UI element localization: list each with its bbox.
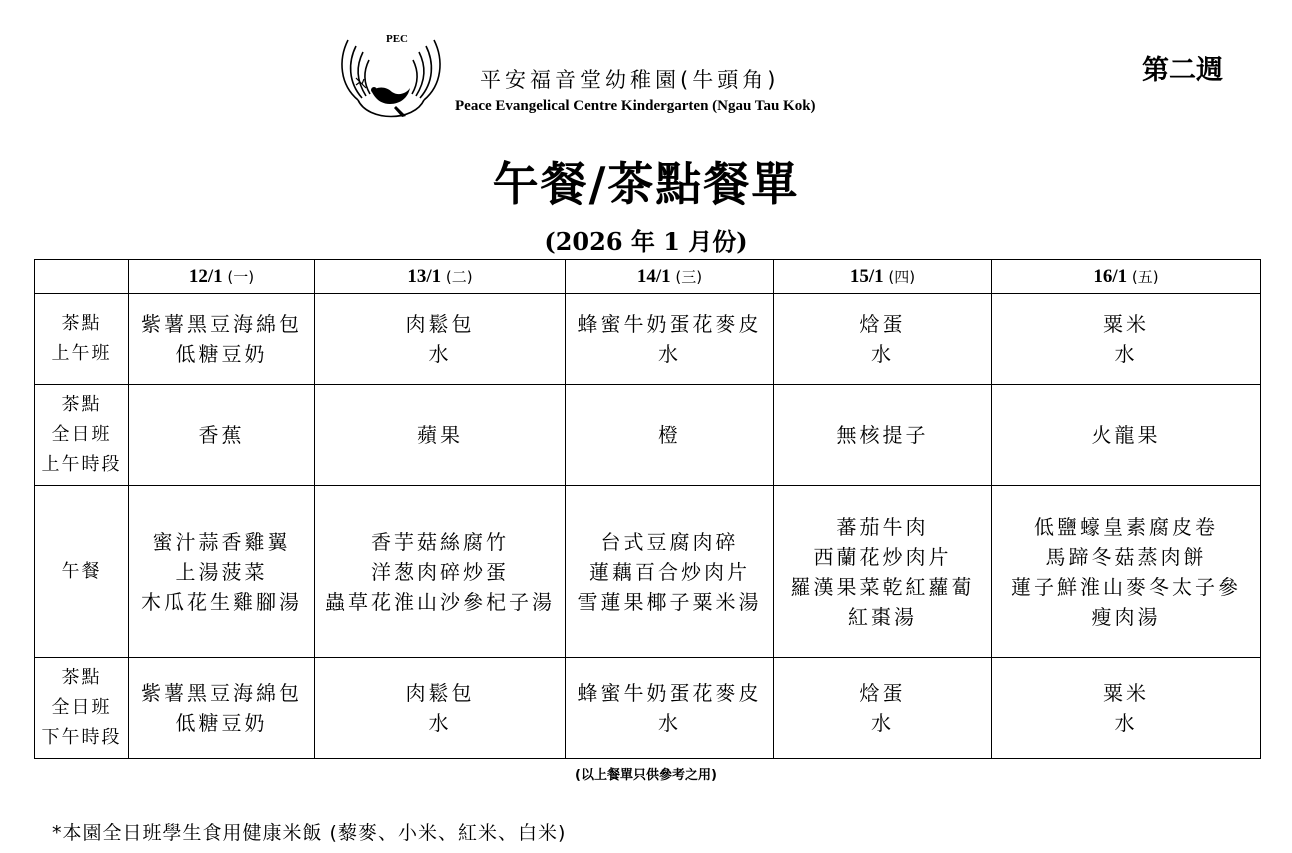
menu-item: 肉鬆包 — [405, 312, 475, 336]
weekday-text: (五) — [1131, 267, 1159, 286]
menu-item: 蓮子鮮淮山麥冬太子參 — [1011, 574, 1241, 599]
meal-label — [35, 486, 129, 658]
logo-text: PEC — [386, 33, 408, 45]
menu-item: 水 — [1114, 342, 1138, 366]
date-header — [566, 260, 774, 294]
menu-item: 蜂蜜牛奶蛋花麥皮 — [577, 312, 762, 336]
menu-item: 上湯菠菜 — [175, 559, 268, 584]
menu-item: 紫薯黑豆海綿包 — [141, 312, 302, 336]
menu-cell — [774, 658, 992, 759]
menu-item: 紫薯黑豆海綿包 — [141, 681, 302, 705]
menu-item: 低鹽蠔皇素腐皮卷 — [1034, 514, 1218, 539]
menu-cell — [774, 294, 992, 385]
menu-item: 粟米 — [1103, 681, 1149, 705]
meal-row — [35, 385, 1261, 486]
menu-cell — [315, 385, 566, 486]
menu-item: 蓮藕百合炒肉片 — [589, 559, 750, 584]
meal-label-line: 茶點 — [61, 313, 102, 334]
menu-cell — [566, 294, 774, 385]
meal-label-line: 茶點 — [61, 667, 102, 688]
menu-item: 橙 — [658, 423, 681, 447]
week-label: 第二週 — [1142, 55, 1223, 86]
date-header — [774, 260, 992, 294]
menu-cell — [129, 294, 315, 385]
menu-cell — [566, 658, 774, 759]
menu-item: 羅漢果菜乾紅蘿蔔 — [790, 574, 975, 599]
school-logo — [336, 30, 446, 130]
weekday-text: (四) — [888, 267, 916, 286]
menu-cell — [566, 385, 774, 486]
menu-item: 蟲草花淮山沙參杞子湯 — [325, 589, 555, 614]
weekday-text: (二) — [445, 267, 473, 286]
menu-item: 瘦肉湯 — [1091, 604, 1161, 629]
menu-item: 香蕉 — [198, 423, 245, 447]
menu-item: 低糖豆奶 — [175, 711, 268, 735]
menu-item: 木瓜花生雞腳湯 — [141, 589, 302, 614]
menu-item: 台式豆腐肉碎 — [600, 529, 739, 554]
menu-item: 焓蛋 — [859, 312, 906, 336]
reference-note: (以上餐單只供參考之用) — [575, 768, 717, 783]
meal-label-line: 上午時段 — [41, 454, 122, 475]
menu-item: 焓蛋 — [859, 681, 906, 705]
meal-row — [35, 486, 1261, 658]
weekday-text: (三) — [675, 267, 703, 286]
menu-table — [34, 259, 1261, 759]
menu-item: 水 — [871, 711, 894, 735]
menu-item: 無核提子 — [836, 423, 929, 447]
menu-cell — [129, 486, 315, 658]
date-text: 14/1 — [636, 265, 671, 287]
page-subtitle: (2026 年 1 月份) — [544, 227, 748, 256]
menu-cell — [129, 658, 315, 759]
corner-cell — [35, 260, 129, 294]
meal-row — [35, 658, 1261, 759]
meal-label-line: 茶點 — [61, 394, 102, 415]
menu-cell — [315, 658, 566, 759]
meal-label-line: 全日班 — [51, 424, 112, 445]
menu-item: 蜂蜜牛奶蛋花麥皮 — [577, 681, 762, 705]
date-text: 16/1 — [1093, 265, 1128, 287]
menu-item: 火龍果 — [1091, 423, 1161, 447]
meal-label — [35, 294, 129, 385]
date-text: 15/1 — [849, 265, 884, 287]
menu-item: 肉鬆包 — [405, 681, 475, 705]
date-text: 13/1 — [407, 265, 442, 287]
meal-row — [35, 294, 1261, 385]
menu-item: 水 — [428, 711, 452, 735]
school-name-english: Peace Evangelical Centre Kindergarten (Ngau Tau Kok) — [455, 98, 816, 114]
rice-footnote: *本園全日班學生食用健康米飯 (藜麥、小米、紅米、白米) — [52, 822, 567, 844]
meal-label-line: 午餐 — [61, 560, 102, 582]
menu-item: 水 — [1114, 711, 1138, 735]
menu-cell — [315, 294, 566, 385]
menu-item: 蘋果 — [417, 423, 463, 447]
menu-cell — [315, 486, 566, 658]
menu-item: 紅棗湯 — [848, 604, 917, 629]
menu-cell — [566, 486, 774, 658]
menu-cell — [774, 385, 992, 486]
menu-cell — [992, 385, 1261, 486]
date-header — [129, 260, 315, 294]
date-header — [315, 260, 566, 294]
menu-item: 水 — [428, 342, 452, 366]
page-title: 午餐/茶點餐單 — [492, 157, 800, 211]
menu-item: 香芋菇絲腐竹 — [371, 529, 509, 554]
menu-item: 水 — [658, 711, 681, 735]
menu-item: 水 — [658, 342, 681, 366]
menu-cell — [774, 486, 992, 658]
menu-cell — [129, 385, 315, 486]
date-header — [992, 260, 1261, 294]
meal-label — [35, 658, 129, 759]
meal-label — [35, 385, 129, 486]
meal-label-line: 下午時段 — [41, 727, 122, 748]
meal-label-line: 上午班 — [51, 343, 112, 364]
menu-item: 馬蹄冬菇蒸肉餅 — [1045, 544, 1207, 569]
menu-item: 雪蓮果椰子粟米湯 — [577, 589, 762, 614]
menu-item: 西蘭花炒肉片 — [813, 544, 952, 569]
menu-cell — [992, 486, 1261, 658]
weekday-text: (一) — [227, 267, 255, 286]
meal-label-line: 全日班 — [51, 697, 112, 718]
menu-item: 蕃茄牛肉 — [836, 514, 929, 539]
menu-item: 粟米 — [1103, 312, 1149, 336]
header-row — [35, 260, 1261, 294]
menu-item: 洋葱肉碎炒蛋 — [371, 559, 509, 584]
menu-item: 水 — [871, 342, 894, 366]
menu-item: 低糖豆奶 — [175, 342, 268, 366]
date-text: 12/1 — [188, 265, 223, 287]
menu-cell — [992, 294, 1261, 385]
menu-item: 蜜汁蒜香雞翼 — [152, 529, 291, 554]
menu-cell — [992, 658, 1261, 759]
school-name-chinese: 平安福音堂幼稚園(牛頭角) — [480, 68, 780, 92]
